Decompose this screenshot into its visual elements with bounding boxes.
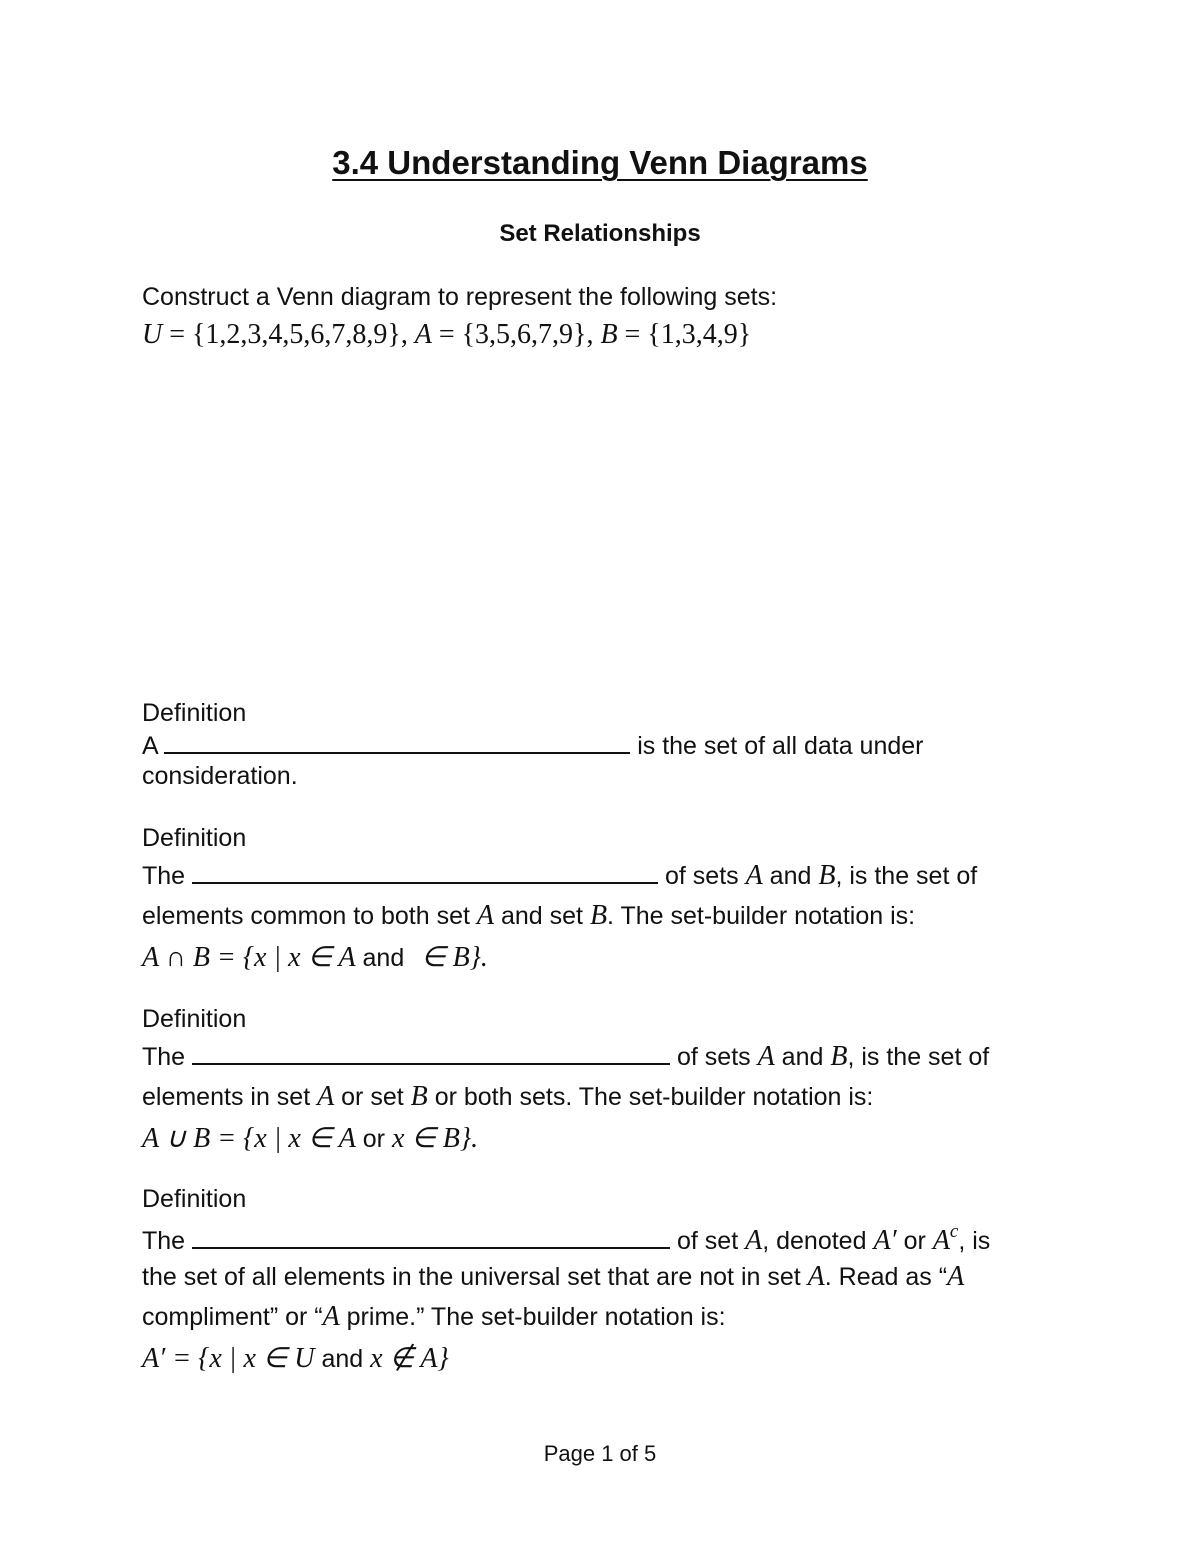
definition-text: prime.” The set-builder notation is: (346, 1303, 726, 1331)
definition-complement-line2 (142, 1261, 964, 1293)
definition-text: of sets (665, 862, 739, 890)
formula-part: A ∪ B = {x | x ∈ A (142, 1123, 356, 1154)
definition-text: . The set-builder notation is: (607, 902, 916, 930)
definition-text: and (769, 862, 812, 890)
definition-text-cont: consideration. (142, 762, 298, 790)
set-b-symbol: B (589, 900, 608, 931)
definition-heading: Definition (142, 1185, 247, 1213)
complement-formula (142, 1341, 449, 1375)
definition-universal-line (142, 730, 924, 761)
union-formula (142, 1121, 478, 1155)
set-b-elements: {1,3,4,9} (647, 319, 752, 350)
definition-text: , is the set of (835, 862, 978, 890)
definition-lead: The (142, 862, 186, 890)
definition-intersection-line2 (142, 900, 915, 932)
complement-superscript: c (949, 1221, 959, 1242)
definition-text: or set (341, 1083, 404, 1111)
equals-sign: = (169, 319, 185, 350)
definition-text: or both sets. The set-builder notation is: (434, 1083, 874, 1111)
definition-text: , is the set of (847, 1043, 990, 1071)
definition-text: is the set of all data under (637, 732, 924, 760)
set-a-symbol: A (476, 900, 495, 931)
intersection-formula (142, 940, 488, 974)
definition-lead: The (142, 1043, 186, 1071)
set-a-symbol: A (317, 1081, 335, 1112)
definition-lead: The (142, 1227, 186, 1255)
set-a-symbol: A (947, 1261, 965, 1292)
page-title: 3.4 Understanding Venn Diagrams (332, 144, 868, 181)
definition-text: of set (677, 1227, 739, 1255)
set-a-elements: {3,5,6,7,9}, (461, 319, 594, 350)
formula-part: A′ = {x | x ∈ U (142, 1343, 315, 1374)
fill-in-blank[interactable] (164, 730, 630, 754)
section-subtitle: Set Relationships (499, 220, 701, 247)
definition-heading: Definition (142, 824, 247, 852)
definition-lead: A (142, 732, 158, 760)
set-u-name: U (142, 319, 163, 350)
definition-text: elements common to both set (142, 902, 470, 930)
formula-word: and (362, 944, 405, 972)
set-b-symbol: B (818, 860, 836, 891)
definition-text: of sets (677, 1043, 751, 1071)
equals-sign: = (624, 319, 641, 350)
definition-text: , denoted (762, 1227, 867, 1255)
definition-heading: Definition (142, 699, 247, 727)
definition-complement-line3 (142, 1301, 726, 1333)
set-b-symbol: B (410, 1081, 428, 1112)
definition-text: and set (500, 902, 583, 930)
definition-heading: Definition (142, 1005, 247, 1033)
fill-in-blank[interactable] (192, 1041, 670, 1065)
a-complement-symbol: A (932, 1225, 950, 1256)
formula-word: or (362, 1125, 386, 1153)
formula-part: ∈ B}. (421, 942, 488, 973)
set-a-symbol: A (745, 1225, 763, 1256)
formula-part: x ∉ A} (370, 1343, 449, 1374)
page-footer: Page 1 of 5 (543, 1441, 657, 1466)
definition-text: or (903, 1227, 926, 1255)
formula-part: A ∩ B = {x | x ∈ A (142, 942, 356, 973)
instruction-text: Construct a Venn diagram to represent the following sets: (142, 283, 778, 311)
set-a-symbol: A (757, 1041, 775, 1072)
set-a-symbol: A (322, 1301, 340, 1332)
definition-text: the set of all elements in the universal set that are not in set (142, 1263, 801, 1291)
formula-part: x ∈ B}. (391, 1123, 479, 1154)
definition-text: compliment” or “ (142, 1303, 323, 1331)
sets-definition (142, 319, 751, 351)
definition-intersection-line (142, 860, 977, 892)
a-prime-symbol: A′ (873, 1225, 897, 1256)
definition-text: . Read as “ (824, 1263, 948, 1291)
set-b-name: B (600, 319, 618, 350)
set-b-symbol: B (830, 1041, 848, 1072)
equals-sign: = (438, 319, 455, 350)
fill-in-blank[interactable] (192, 860, 658, 884)
set-a-symbol: A (745, 860, 763, 891)
definition-union-line2 (142, 1081, 873, 1113)
set-a-name: A (414, 319, 432, 350)
definition-union-line (142, 1041, 989, 1073)
definition-text: elements in set (142, 1083, 311, 1111)
definition-text: , is (958, 1227, 991, 1255)
set-u-elements: {1,2,3,4,5,6,7,8,9}, (191, 319, 408, 350)
set-a-symbol: A (807, 1261, 825, 1292)
formula-word: and (321, 1345, 364, 1373)
fill-in-blank[interactable] (192, 1225, 670, 1249)
definition-complement-line (142, 1221, 990, 1257)
definition-text: and (781, 1043, 824, 1071)
